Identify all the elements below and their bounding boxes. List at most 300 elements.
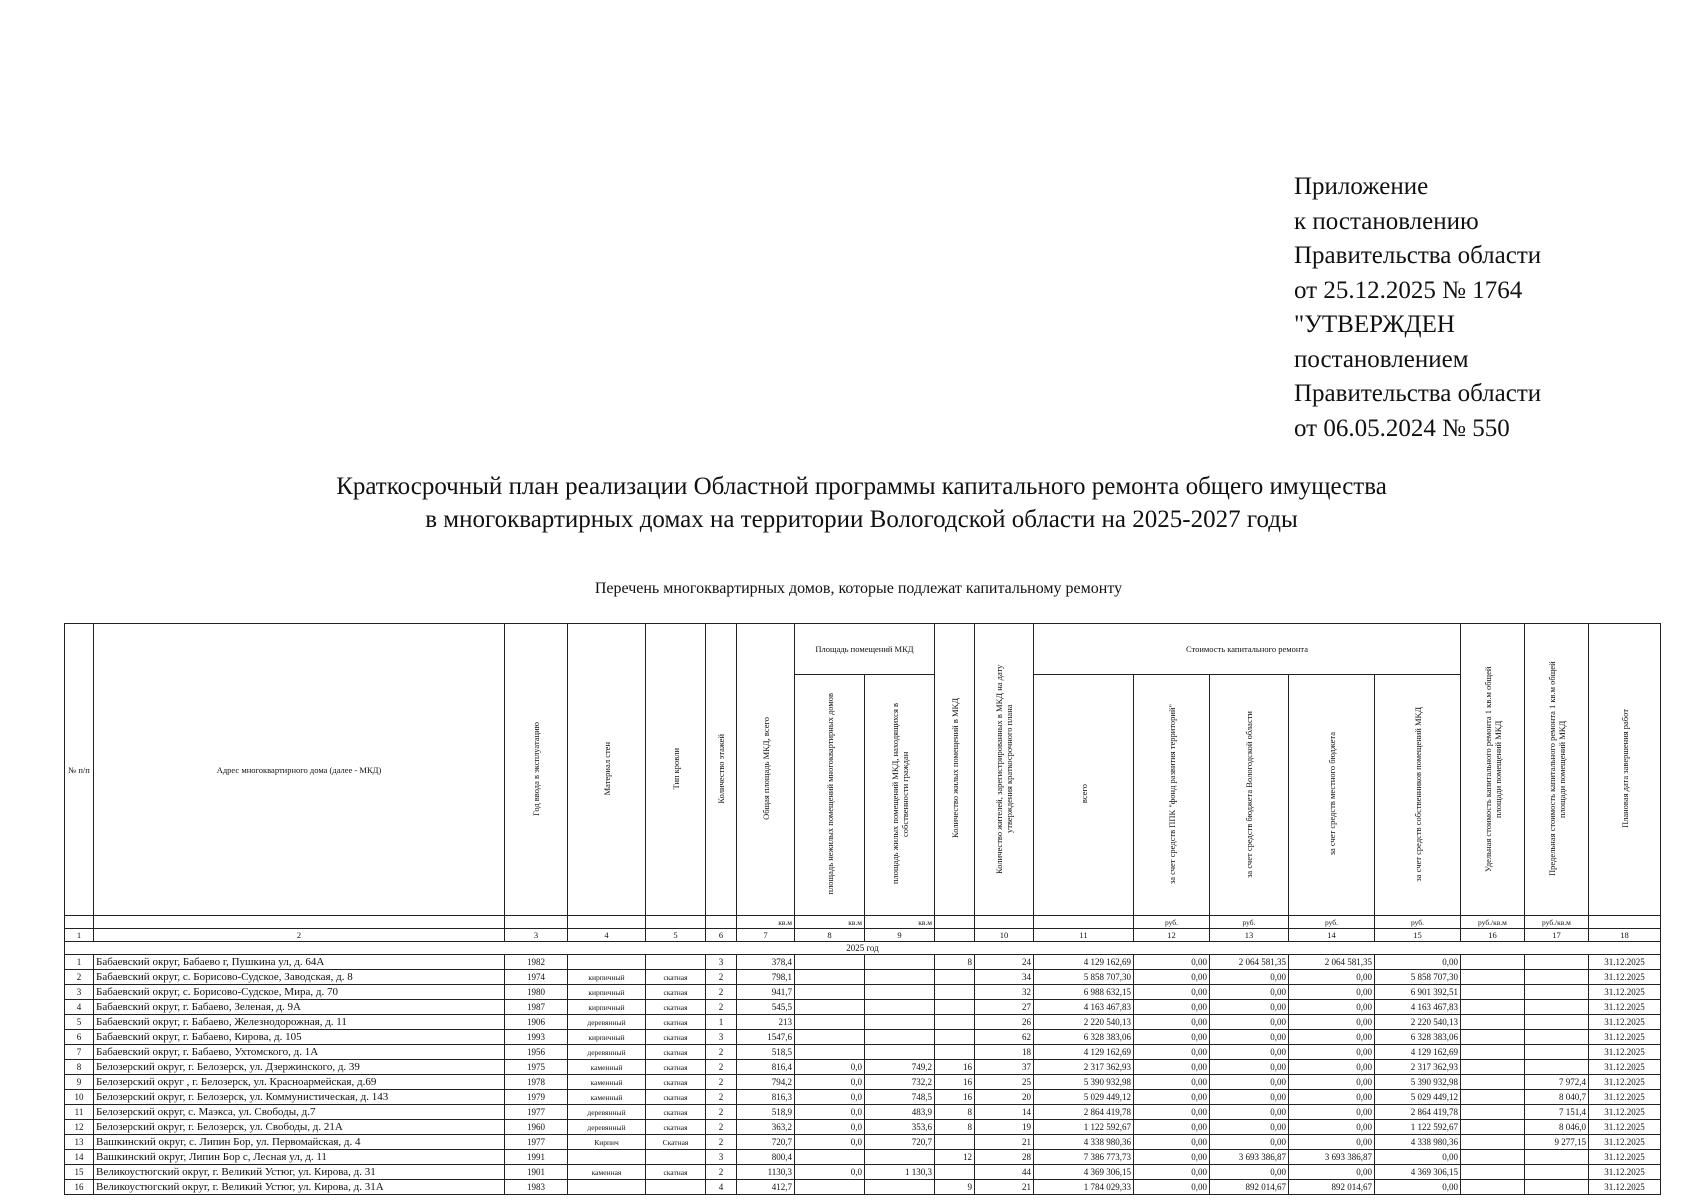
cost-total-cell: 1 122 592,67 (1034, 1120, 1134, 1135)
column-number: 5 (646, 929, 706, 942)
year-built-cell: 1974 (505, 970, 568, 985)
rooms-count-cell: 16 (935, 1075, 975, 1090)
row-number-cell: 13 (65, 1135, 94, 1150)
area-nonresidential-cell (795, 955, 865, 970)
cost-local-cell: 0,00 (1289, 1060, 1375, 1075)
row-number-cell: 8 (65, 1060, 94, 1075)
column-number: 13 (1210, 929, 1289, 942)
row-number-cell: 9 (65, 1075, 94, 1090)
cost-fund-cell: 0,00 (1134, 1075, 1210, 1090)
table-row (65, 985, 1661, 1000)
finish-date-cell: 31.12.2025 (1589, 1000, 1661, 1015)
unit-label: руб./кв.м (1461, 916, 1525, 929)
cost-total-cell: 4 338 980,36 (1034, 1135, 1134, 1150)
cost-owners-cell: 6 328 383,06 (1375, 1030, 1461, 1045)
year-built-cell: 1901 (505, 1165, 568, 1180)
year-built-cell: 1978 (505, 1075, 568, 1090)
area-total-cell: 412,7 (737, 1180, 795, 1195)
unit-cost-cell (1461, 955, 1525, 970)
unit-cost-cell (1461, 1000, 1525, 1015)
floors-cell: 2 (706, 1090, 737, 1105)
approval-line: Приложение (1294, 173, 1429, 200)
cost-regional-cell: 0,00 (1210, 1030, 1289, 1045)
table-row (65, 1135, 1661, 1150)
unit-cost-cell (1461, 1045, 1525, 1060)
area-total-cell: 1130,3 (737, 1165, 795, 1180)
year-built-cell: 1991 (505, 1150, 568, 1165)
header-wall: Материал стен (568, 624, 646, 916)
area-residential-cell: 748,5 (865, 1090, 935, 1105)
column-number: 7 (737, 929, 795, 942)
residents-count-cell: 20 (975, 1090, 1034, 1105)
residents-count-cell: 44 (975, 1165, 1034, 1180)
cost-local-cell: 0,00 (1289, 1120, 1375, 1135)
address-cell: Белозерский округ, г. Белозерск, ул. Свободы, д. 21А (94, 1120, 505, 1135)
max-cost-cell (1525, 1165, 1589, 1180)
approval-line: от 25.12.2025 № 1764 (1294, 276, 1523, 304)
unit-label: руб. (1375, 916, 1461, 929)
cost-fund-cell: 0,00 (1134, 1105, 1210, 1120)
wall-material-cell: каменный (568, 1060, 646, 1075)
row-number-cell: 5 (65, 1015, 94, 1030)
floors-cell: 2 (706, 1105, 737, 1120)
header-area-res: площадь жилых помещений МКД, находящихся в собственности граждан (865, 675, 935, 916)
rooms-count-cell: 8 (935, 1105, 975, 1120)
header-year: Год ввода в эксплуатацию (505, 624, 568, 916)
unit-label: кв.м (795, 916, 865, 929)
cost-owners-cell: 2 864 419,78 (1375, 1105, 1461, 1120)
wall-material-cell: деревянный (568, 1105, 646, 1120)
table-row (65, 970, 1661, 985)
cost-fund-cell: 0,00 (1134, 1030, 1210, 1045)
rooms-count-cell: 8 (935, 1120, 975, 1135)
cost-regional-cell: 892 014,67 (1210, 1180, 1289, 1195)
area-residential-cell (865, 1045, 935, 1060)
finish-date-cell: 31.12.2025 (1589, 1015, 1661, 1030)
residents-count-cell: 37 (975, 1060, 1034, 1075)
year-built-cell: 1956 (505, 1045, 568, 1060)
table-row (65, 1180, 1661, 1195)
area-total-cell: 378,4 (737, 955, 795, 970)
header-finish-date: Плановая дата завершения работ (1589, 624, 1661, 916)
roof-type-cell: скатная (646, 1015, 706, 1030)
cost-total-cell: 2 317 362,93 (1034, 1060, 1134, 1075)
finish-date-cell: 31.12.2025 (1589, 1150, 1661, 1165)
address-cell: Белозерский округ, с. Маэкса, ул. Свободы, д.7 (94, 1105, 505, 1120)
rooms-count-cell: 9 (935, 1180, 975, 1195)
cost-fund-cell: 0,00 (1134, 1000, 1210, 1015)
area-residential-cell (865, 1000, 935, 1015)
header-area-nonres: площадь нежилых помещений многоквартирных домов (795, 675, 865, 916)
area-total-cell: 1547,6 (737, 1030, 795, 1045)
cost-owners-cell: 4 369 306,15 (1375, 1165, 1461, 1180)
floors-cell: 4 (706, 1180, 737, 1195)
max-cost-cell (1525, 1060, 1589, 1075)
unit-label: кв.м (737, 916, 795, 929)
wall-material-cell: кирпичный (568, 985, 646, 1000)
cost-local-cell: 0,00 (1289, 985, 1375, 1000)
floors-cell: 2 (706, 1135, 737, 1150)
column-number: 16 (1461, 929, 1525, 942)
wall-material-cell: деревянный (568, 1120, 646, 1135)
area-total-cell: 518,5 (737, 1045, 795, 1060)
address-cell: Бабаевский округ, с. Борисово-Судское, Заводская, д. 8 (94, 970, 505, 985)
rooms-count-cell (935, 985, 975, 1000)
row-number-cell: 6 (65, 1030, 94, 1045)
cost-fund-cell: 0,00 (1134, 1135, 1210, 1150)
residents-count-cell: 21 (975, 1135, 1034, 1150)
max-cost-cell (1525, 1030, 1589, 1045)
finish-date-cell: 31.12.2025 (1589, 985, 1661, 1000)
cost-owners-cell: 5 390 932,98 (1375, 1075, 1461, 1090)
cost-regional-cell: 0,00 (1210, 1075, 1289, 1090)
area-nonresidential-cell (795, 1000, 865, 1015)
residents-count-cell: 14 (975, 1105, 1034, 1120)
finish-date-cell: 31.12.2025 (1589, 1045, 1661, 1060)
wall-material-cell: деревянный (568, 1045, 646, 1060)
row-number-cell: 10 (65, 1090, 94, 1105)
table-row (65, 1000, 1661, 1015)
title-line-1: Краткосрочный план реализации Областной программы капитального ремонта общего имущества (336, 473, 1387, 500)
cost-local-cell: 0,00 (1289, 1015, 1375, 1030)
cost-fund-cell: 0,00 (1134, 1150, 1210, 1165)
area-residential-cell: 732,2 (865, 1075, 935, 1090)
cost-total-cell: 1 784 029,33 (1034, 1180, 1134, 1195)
header-area-total: Общая площадь МКД, всего (737, 624, 795, 916)
area-nonresidential-cell (795, 970, 865, 985)
finish-date-cell: 31.12.2025 (1589, 955, 1661, 970)
address-cell: Белозерский округ, г. Белозерск, ул. Дзержинского, д. 39 (94, 1060, 505, 1075)
cost-fund-cell: 0,00 (1134, 1045, 1210, 1060)
floors-cell: 2 (706, 1045, 737, 1060)
roof-type-cell: скатная (646, 1105, 706, 1120)
area-residential-cell: 749,2 (865, 1060, 935, 1075)
approval-line: к постановлению (1294, 207, 1479, 235)
unit-cost-cell (1461, 1135, 1525, 1150)
floors-cell: 2 (706, 1075, 737, 1090)
cost-regional-cell: 0,00 (1210, 1120, 1289, 1135)
max-cost-cell (1525, 955, 1589, 970)
finish-date-cell: 31.12.2025 (1589, 1120, 1661, 1135)
header-rooms: Количество жилых помещений в МКД (935, 624, 975, 916)
cost-regional-cell: 0,00 (1210, 1105, 1289, 1120)
area-nonresidential-cell: 0,0 (795, 1060, 865, 1075)
wall-material-cell: каменный (568, 1075, 646, 1090)
cost-owners-cell: 5 858 707,30 (1375, 970, 1461, 985)
wall-material-cell (568, 955, 646, 970)
roof-type-cell: скатная (646, 985, 706, 1000)
area-residential-cell (865, 955, 935, 970)
header-cost-owners: за счет средств собственников помещений МКД (1375, 675, 1461, 916)
cost-total-cell: 4 163 467,83 (1034, 1000, 1134, 1015)
address-cell: Бабаевский округ, г. Бабаево, Кирова, д. 105 (94, 1030, 505, 1045)
finish-date-cell: 31.12.2025 (1589, 1090, 1661, 1105)
cost-total-cell: 6 328 383,06 (1034, 1030, 1134, 1045)
finish-date-cell: 31.12.2025 (1589, 1060, 1661, 1075)
area-total-cell: 720,7 (737, 1135, 795, 1150)
cost-fund-cell: 0,00 (1134, 1165, 1210, 1180)
unit-cost-cell (1461, 1030, 1525, 1045)
area-nonresidential-cell (795, 1180, 865, 1195)
max-cost-cell: 9 277,15 (1525, 1135, 1589, 1150)
cost-local-cell: 0,00 (1289, 1045, 1375, 1060)
max-cost-cell: 7 151,4 (1525, 1105, 1589, 1120)
header-cost-fund: за счет средств ППК "фонд развития территорий" (1134, 675, 1210, 916)
header-max-cost: Предельная стоимость капитального ремонта 1 кв.м общей площади помещений МКД (1525, 624, 1589, 916)
column-number: 4 (568, 929, 646, 942)
year-built-cell: 1982 (505, 955, 568, 970)
approval-line: Правительства области (1294, 242, 1542, 269)
column-number (935, 929, 975, 942)
cost-fund-cell: 0,00 (1134, 985, 1210, 1000)
column-number: 9 (865, 929, 935, 942)
area-residential-cell (865, 1180, 935, 1195)
floors-cell: 3 (706, 955, 737, 970)
cost-local-cell: 3 693 386,87 (1289, 1150, 1375, 1165)
cost-local-cell: 0,00 (1289, 1000, 1375, 1015)
cost-local-cell: 0,00 (1289, 1030, 1375, 1045)
table-row (65, 1015, 1661, 1030)
area-nonresidential-cell: 0,0 (795, 1105, 865, 1120)
area-total-cell: 941,7 (737, 985, 795, 1000)
cost-fund-cell: 0,00 (1134, 970, 1210, 985)
address-cell: Вашкинский округ, с. Липин Бор, ул. Первомайская, д. 4 (94, 1135, 505, 1150)
max-cost-cell (1525, 970, 1589, 985)
area-residential-cell (865, 970, 935, 985)
finish-date-cell: 31.12.2025 (1589, 1165, 1661, 1180)
cost-owners-cell: 0,00 (1375, 1180, 1461, 1195)
cost-total-cell: 5 390 932,98 (1034, 1075, 1134, 1090)
rooms-count-cell (935, 1045, 975, 1060)
column-number: 11 (1034, 929, 1134, 942)
table-row (65, 1045, 1661, 1060)
header-unit-cost: Удельная стоимость капитального ремонта 1 кв.м общей площади помещений МКД (1461, 624, 1525, 916)
roof-type-cell: скатная (646, 1090, 706, 1105)
cost-total-cell: 6 988 632,15 (1034, 985, 1134, 1000)
cost-regional-cell: 0,00 (1210, 985, 1289, 1000)
roof-type-cell: скатная (646, 1045, 706, 1060)
year-built-cell: 1980 (505, 985, 568, 1000)
max-cost-cell (1525, 1000, 1589, 1015)
roof-type-cell: скатная (646, 1075, 706, 1090)
unit-cost-cell (1461, 1015, 1525, 1030)
units-row (65, 916, 1661, 929)
unit-label: руб. (1134, 916, 1210, 929)
rooms-count-cell (935, 970, 975, 985)
header-address: Адрес многоквартирного дома (далее - МКД) (94, 624, 505, 916)
area-nonresidential-cell (795, 1150, 865, 1165)
area-nonresidential-cell (795, 1045, 865, 1060)
approval-line: "УТВЕРЖДЕН (1294, 311, 1455, 338)
floors-cell: 2 (706, 1120, 737, 1135)
wall-material-cell: каменная (568, 1165, 646, 1180)
rooms-count-cell (935, 1165, 975, 1180)
year-built-cell: 1977 (505, 1135, 568, 1150)
table-row (65, 1105, 1661, 1120)
column-number: 15 (1375, 929, 1461, 942)
roof-type-cell (646, 1180, 706, 1195)
column-number: 17 (1525, 929, 1589, 942)
column-number: 18 (1589, 929, 1661, 942)
rooms-count-cell (935, 1030, 975, 1045)
area-total-cell: 213 (737, 1015, 795, 1030)
rooms-count-cell: 16 (935, 1060, 975, 1075)
cost-owners-cell: 4 163 467,83 (1375, 1000, 1461, 1015)
table-row (65, 1030, 1661, 1045)
cost-owners-cell: 0,00 (1375, 1150, 1461, 1165)
rooms-count-cell: 16 (935, 1090, 975, 1105)
max-cost-cell (1525, 1045, 1589, 1060)
column-number: 10 (975, 929, 1034, 942)
unit-cost-cell (1461, 1105, 1525, 1120)
table-body (65, 955, 1661, 1195)
roof-type-cell: скатная (646, 1165, 706, 1180)
year-label: 2025 год (65, 942, 1661, 955)
unit-cost-cell (1461, 1180, 1525, 1195)
header-cost-group: Стоимость капитального ремонта (1034, 624, 1461, 675)
address-cell: Бабаевский округ, г. Бабаево, Ухтомского, д. 1А (94, 1045, 505, 1060)
area-total-cell: 518,9 (737, 1105, 795, 1120)
cost-fund-cell: 0,00 (1134, 1015, 1210, 1030)
unit-cost-cell (1461, 970, 1525, 985)
residents-count-cell: 34 (975, 970, 1034, 985)
cost-owners-cell: 4 338 980,36 (1375, 1135, 1461, 1150)
cost-regional-cell: 0,00 (1210, 1000, 1289, 1015)
header-num: № п/п (65, 624, 94, 916)
row-number-cell: 12 (65, 1120, 94, 1135)
year-built-cell: 1977 (505, 1105, 568, 1120)
area-total-cell: 545,5 (737, 1000, 795, 1015)
wall-material-cell: Кирпич (568, 1135, 646, 1150)
header-residents: Количество жителей, зарегистрированных в МКД на дату утверждения краткосрочного плана (975, 624, 1034, 916)
address-cell: Бабаевский округ, Бабаево г, Пушкина ул, д. 64А (94, 955, 505, 970)
year-built-cell: 1906 (505, 1015, 568, 1030)
residents-count-cell: 21 (975, 1180, 1034, 1195)
row-number-cell: 7 (65, 1045, 94, 1060)
cost-owners-cell: 1 122 592,67 (1375, 1120, 1461, 1135)
unit-cost-cell (1461, 1120, 1525, 1135)
address-cell: Бабаевский округ, с. Борисово-Судское, Мира, д. 70 (94, 985, 505, 1000)
cost-local-cell: 0,00 (1289, 970, 1375, 985)
cost-local-cell: 0,00 (1289, 1075, 1375, 1090)
max-cost-cell: 8 040,7 (1525, 1090, 1589, 1105)
wall-material-cell (568, 1150, 646, 1165)
row-number-cell: 1 (65, 955, 94, 970)
header-area-group: Площадь помещений МКД (795, 624, 935, 675)
cost-local-cell: 0,00 (1289, 1165, 1375, 1180)
area-nonresidential-cell: 0,0 (795, 1165, 865, 1180)
column-number: 12 (1134, 929, 1210, 942)
residents-count-cell: 18 (975, 1045, 1034, 1060)
area-nonresidential-cell: 0,0 (795, 1075, 865, 1090)
address-cell: Бабаевский округ, г. Бабаево, Зеленая, д. 9А (94, 1000, 505, 1015)
wall-material-cell (568, 1180, 646, 1195)
finish-date-cell: 31.12.2025 (1589, 1105, 1661, 1120)
area-residential-cell (865, 1015, 935, 1030)
cost-regional-cell: 3 693 386,87 (1210, 1150, 1289, 1165)
area-nonresidential-cell (795, 985, 865, 1000)
year-built-cell: 1979 (505, 1090, 568, 1105)
rooms-count-cell (935, 1000, 975, 1015)
residents-count-cell: 24 (975, 955, 1034, 970)
cost-total-cell: 5 029 449,12 (1034, 1090, 1134, 1105)
unit-cost-cell (1461, 1060, 1525, 1075)
year-row (65, 942, 1661, 955)
roof-type-cell: скатная (646, 1120, 706, 1135)
cost-total-cell: 4 129 162,69 (1034, 1045, 1134, 1060)
cost-owners-cell: 4 129 162,69 (1375, 1045, 1461, 1060)
roof-type-cell: скатная (646, 1000, 706, 1015)
cost-owners-cell: 2 220 540,13 (1375, 1015, 1461, 1030)
area-residential-cell: 720,7 (865, 1135, 935, 1150)
cost-fund-cell: 0,00 (1134, 1120, 1210, 1135)
table-row (65, 1120, 1661, 1135)
row-number-cell: 3 (65, 985, 94, 1000)
finish-date-cell: 31.12.2025 (1589, 1075, 1661, 1090)
approval-block (1294, 170, 1541, 446)
floors-cell: 1 (706, 1015, 737, 1030)
residents-count-cell: 62 (975, 1030, 1034, 1045)
rooms-count-cell: 12 (935, 1150, 975, 1165)
year-built-cell: 1993 (505, 1030, 568, 1045)
cost-local-cell: 2 064 581,35 (1289, 955, 1375, 970)
floors-cell: 2 (706, 1000, 737, 1015)
unit-label: руб. (1289, 916, 1375, 929)
max-cost-cell: 8 046,0 (1525, 1120, 1589, 1135)
cost-total-cell: 2 220 540,13 (1034, 1015, 1134, 1030)
row-number-cell: 16 (65, 1180, 94, 1195)
area-residential-cell: 353,6 (865, 1120, 935, 1135)
unit-cost-cell (1461, 1165, 1525, 1180)
cost-local-cell: 0,00 (1289, 1105, 1375, 1120)
floors-cell: 3 (706, 1150, 737, 1165)
column-number: 6 (706, 929, 737, 942)
finish-date-cell: 31.12.2025 (1589, 1135, 1661, 1150)
year-built-cell: 1987 (505, 1000, 568, 1015)
finish-date-cell: 31.12.2025 (1589, 970, 1661, 985)
header-cost-region: за счет средств бюджета Вологодской области (1210, 675, 1289, 916)
cost-regional-cell: 2 064 581,35 (1210, 955, 1289, 970)
floors-cell: 3 (706, 1030, 737, 1045)
area-nonresidential-cell (795, 1030, 865, 1045)
year-built-cell: 1983 (505, 1180, 568, 1195)
area-total-cell: 800,4 (737, 1150, 795, 1165)
row-number-cell: 15 (65, 1165, 94, 1180)
table-row (65, 955, 1661, 970)
header-cost-local: за счет средств местного бюджета (1289, 675, 1375, 916)
cost-local-cell: 892 014,67 (1289, 1180, 1375, 1195)
cost-total-cell: 4 129 162,69 (1034, 955, 1134, 970)
residents-count-cell: 27 (975, 1000, 1034, 1015)
cost-regional-cell: 0,00 (1210, 1045, 1289, 1060)
address-cell: Великоустюгский округ, г. Великий Устюг, ул. Кирова, д. 31А (94, 1180, 505, 1195)
address-cell: Бабаевский округ, г. Бабаево, Железнодорожная, д. 11 (94, 1015, 505, 1030)
table-row (65, 1090, 1661, 1105)
unit-cost-cell (1461, 985, 1525, 1000)
area-residential-cell: 483,9 (865, 1105, 935, 1120)
roof-type-cell (646, 955, 706, 970)
cost-regional-cell: 0,00 (1210, 1015, 1289, 1030)
cost-total-cell: 4 369 306,15 (1034, 1165, 1134, 1180)
cost-fund-cell: 0,00 (1134, 1180, 1210, 1195)
roof-type-cell: скатная (646, 970, 706, 985)
rooms-count-cell (935, 1015, 975, 1030)
cost-fund-cell: 0,00 (1134, 955, 1210, 970)
floors-cell: 2 (706, 985, 737, 1000)
area-total-cell: 798,1 (737, 970, 795, 985)
header-floors: Количество этажей (706, 624, 737, 916)
finish-date-cell: 31.12.2025 (1589, 1180, 1661, 1195)
